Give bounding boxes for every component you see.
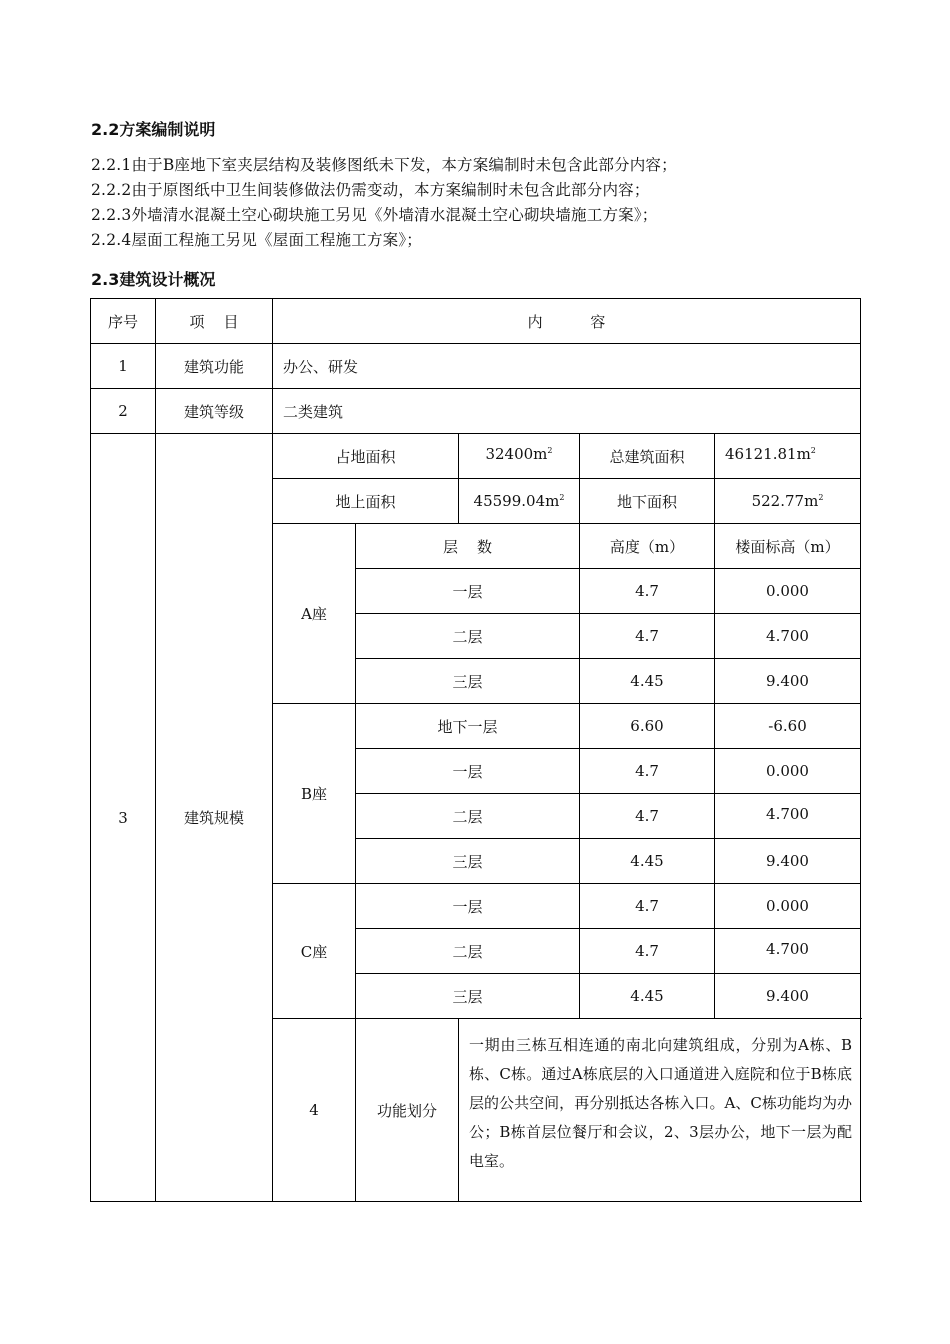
section-2-2-title: 2.2方案编制说明	[91, 120, 216, 139]
floor-name: 三层	[356, 659, 580, 704]
building-name: B座	[273, 704, 356, 884]
note-2-2-2: 2.2.2由于原图纸中卫生间装修做法仍需变动，本方案编制时未包含此部分内容；	[91, 181, 650, 199]
table-row	[91, 434, 861, 479]
elevation-header: 楼面标高（m）	[715, 524, 861, 569]
row-no: 2	[91, 389, 156, 434]
note-2-2-1: 2.2.1由于B座地下室夹层结构及装修图纸未下发，本方案编制时未包含此部分内容；	[91, 156, 677, 174]
building-name: A座	[273, 524, 356, 704]
floor-elevation: 0.000	[715, 749, 861, 794]
floor-name: 一层	[356, 569, 580, 614]
header-no: 序号	[91, 299, 156, 344]
row-no: 4	[273, 1019, 356, 1202]
floor-height: 4.45	[580, 974, 715, 1019]
floor-elevation: 0.000	[715, 884, 861, 929]
height-header: 高度（m）	[580, 524, 715, 569]
floor-name: 地下一层	[356, 704, 580, 749]
floor-name: 一层	[356, 749, 580, 794]
floor-name: 三层	[356, 974, 580, 1019]
below-area-value: $522.77m^2$	[715, 479, 861, 524]
floor-elevation: 9.400	[715, 974, 861, 1019]
note-2-2-4: 2.2.4屋面工程施工另见《屋面工程施工方案》；	[91, 231, 422, 249]
floor-elevation: -6.60	[715, 704, 861, 749]
row-content: 一期由三栋互相连通的南北向建筑组成，分别为A栋、B栋、C栋。通过A栋底层的入口通道进入庭院和位于B栋底层的公共空间，再分别抵达各栋入口。A、C栋功能均为办公；B栋首层位餐厅和会议，2、3层办公，地下一层为配电室。	[459, 1019, 861, 1202]
section-2-3-title: 2.3建筑设计概况	[91, 270, 216, 289]
total-area-value: $46121.81m^2$	[715, 434, 861, 479]
header-content: 内 容	[273, 299, 861, 344]
floor-name: 二层	[356, 614, 580, 659]
row-no: 1	[91, 344, 156, 389]
floor-elevation: 9.400	[715, 659, 861, 704]
floor-height: 4.7	[580, 614, 715, 659]
floor-elevation: 9.400	[715, 839, 861, 884]
floor-height: 6.60	[580, 704, 715, 749]
row-content: 办公、研发	[273, 344, 861, 389]
floor-header: 层 数	[356, 524, 580, 569]
above-area-value: $45599.04m^2$	[459, 479, 580, 524]
floor-height: 4.45	[580, 839, 715, 884]
floor-elevation: 4.700	[715, 614, 861, 659]
floor-name: 二层	[356, 794, 580, 839]
above-area-label: 地上面积	[273, 479, 459, 524]
floor-name: 二层	[356, 929, 580, 974]
floor-height: 4.7	[580, 884, 715, 929]
below-area-label: 地下面积	[580, 479, 715, 524]
floor-name: 三层	[356, 839, 580, 884]
floor-height: 4.7	[580, 929, 715, 974]
total-area-label: 总建筑面积	[580, 434, 715, 479]
building-design-table	[90, 298, 861, 1202]
note-2-2-3: 2.2.3外墙清水混凝土空心砌块施工另见《外墙清水混凝土空心砌块墙施工方案》；	[91, 206, 658, 224]
floor-name: 一层	[356, 884, 580, 929]
floor-elevation: 4.700	[715, 929, 861, 974]
land-area-value: $32400m^2$	[459, 434, 580, 479]
row-item: 建筑功能	[156, 344, 273, 389]
floor-elevation: 0.000	[715, 569, 861, 614]
floor-height: 4.7	[580, 794, 715, 839]
row-item: 建筑等级	[156, 389, 273, 434]
header-item: 项 目	[156, 299, 273, 344]
land-area-label: 占地面积	[273, 434, 459, 479]
row-no: 3	[91, 434, 156, 1202]
row-item: 建筑规模	[156, 434, 273, 1202]
floor-height: 4.7	[580, 569, 715, 614]
table-header-row	[91, 299, 861, 344]
building-name: C座	[273, 884, 356, 1019]
floor-elevation: 4.700	[715, 794, 861, 839]
row-content: 二类建筑	[273, 389, 861, 434]
floor-height: 4.45	[580, 659, 715, 704]
row-item: 功能划分	[356, 1019, 459, 1202]
floor-height: 4.7	[580, 749, 715, 794]
table-row	[91, 389, 861, 434]
table-row	[91, 344, 861, 389]
